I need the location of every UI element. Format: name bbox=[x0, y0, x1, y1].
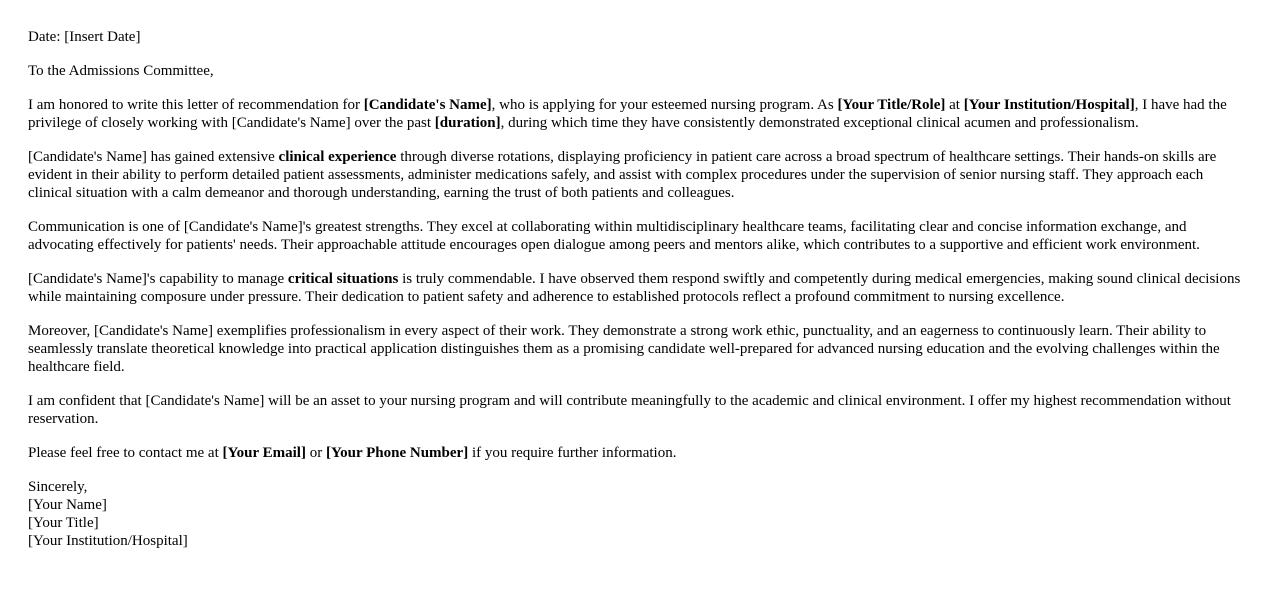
text-run: Please feel free to contact me at bbox=[28, 445, 223, 461]
signature-block bbox=[28, 478, 1250, 550]
paragraph-recommendation: I am confident that [Candidate's Name] will be an asset to your nursing program and will contribute meaningfully to the academic and clinical environment. I offer my highest recommendation without reservation. bbox=[28, 393, 1231, 427]
institution-placeholder: [Your Institution/Hospital] bbox=[963, 97, 1135, 113]
paragraph-contact bbox=[28, 444, 1250, 462]
text-run: I am honored to write this letter of recommendation for bbox=[28, 97, 364, 113]
paragraph-clinical-experience bbox=[28, 148, 1250, 202]
paragraph-introduction bbox=[28, 96, 1250, 132]
clinical-experience-emphasis: clinical experience bbox=[278, 149, 397, 165]
critical-situations-emphasis: critical situations bbox=[287, 271, 399, 287]
text-run: is truly commendable. I have observed them respond swiftly and competently during medical emergencies, making sound clinical decisions while maintaining composure under pressure. Their dedication to patient safety and adherence to established protocols reflect a profound commitment to nursing excellence. bbox=[28, 271, 1241, 305]
title-role-placeholder: [Your Title/Role] bbox=[837, 97, 946, 113]
email-placeholder: [Your Email] bbox=[222, 445, 306, 461]
text-run: , during which time they have consistently demonstrated exceptional clinical acumen and professionalism. bbox=[500, 115, 1139, 131]
date-line: Date: [Insert Date] bbox=[28, 29, 141, 45]
text-run: [Candidate's Name]'s capability to manage bbox=[28, 271, 288, 287]
signer-name: [Your Name] bbox=[28, 497, 107, 513]
signer-institution: [Your Institution/Hospital] bbox=[28, 533, 188, 549]
paragraph-communication: Communication is one of [Candidate's Name]'s greatest strengths. They excel at collaborating within multidisciplinary healthcare teams, facilitating clear and concise information exchange, and advocating effectively for patients' needs. Their approachable attitude encourages open dialogue among peers and mentors alike, which contributes to a supportive and efficient work environment. bbox=[28, 219, 1200, 253]
text-run: if you require further information. bbox=[468, 445, 677, 461]
salutation: To the Admissions Committee, bbox=[28, 63, 214, 79]
duration-placeholder: [duration] bbox=[434, 115, 501, 131]
candidate-name-placeholder: [Candidate's Name] bbox=[363, 97, 492, 113]
text-run: at bbox=[945, 97, 964, 113]
text-run: , I have had the privilege of closely working with [Candidate's Name] over the past bbox=[28, 97, 1227, 131]
phone-placeholder: [Your Phone Number] bbox=[325, 445, 469, 461]
signer-title: [Your Title] bbox=[28, 515, 99, 531]
text-run: through diverse rotations, displaying proficiency in patient care across a broad spectrum of healthcare settings. Their hands-on skills are evident in their ability to perform detailed patient assessments, administer medications safely, and assist with complex procedures under the supervision of senior nursing staff. They approach each clinical situation with a calm demeanor and thorough understanding, earning the trust of both patients and colleagues. bbox=[28, 149, 1217, 201]
text-run: or bbox=[305, 445, 326, 461]
text-run: [Candidate's Name] has gained extensive bbox=[28, 149, 279, 165]
text-run: , who is applying for your esteemed nursing program. As bbox=[491, 97, 838, 113]
closing-sincerely: Sincerely, bbox=[28, 479, 88, 495]
paragraph-professionalism: Moreover, [Candidate's Name] exemplifies professionalism in every aspect of their work. They demonstrate a strong work ethic, punctuality, and an eagerness to continuously learn. Their ability to seamlessly translate theoretical knowledge into practical application distinguishes them as a promising candidate well-prepared for advanced nursing education and the evolving challenges within the healthcare field. bbox=[28, 323, 1220, 375]
paragraph-critical-situations bbox=[28, 270, 1250, 306]
